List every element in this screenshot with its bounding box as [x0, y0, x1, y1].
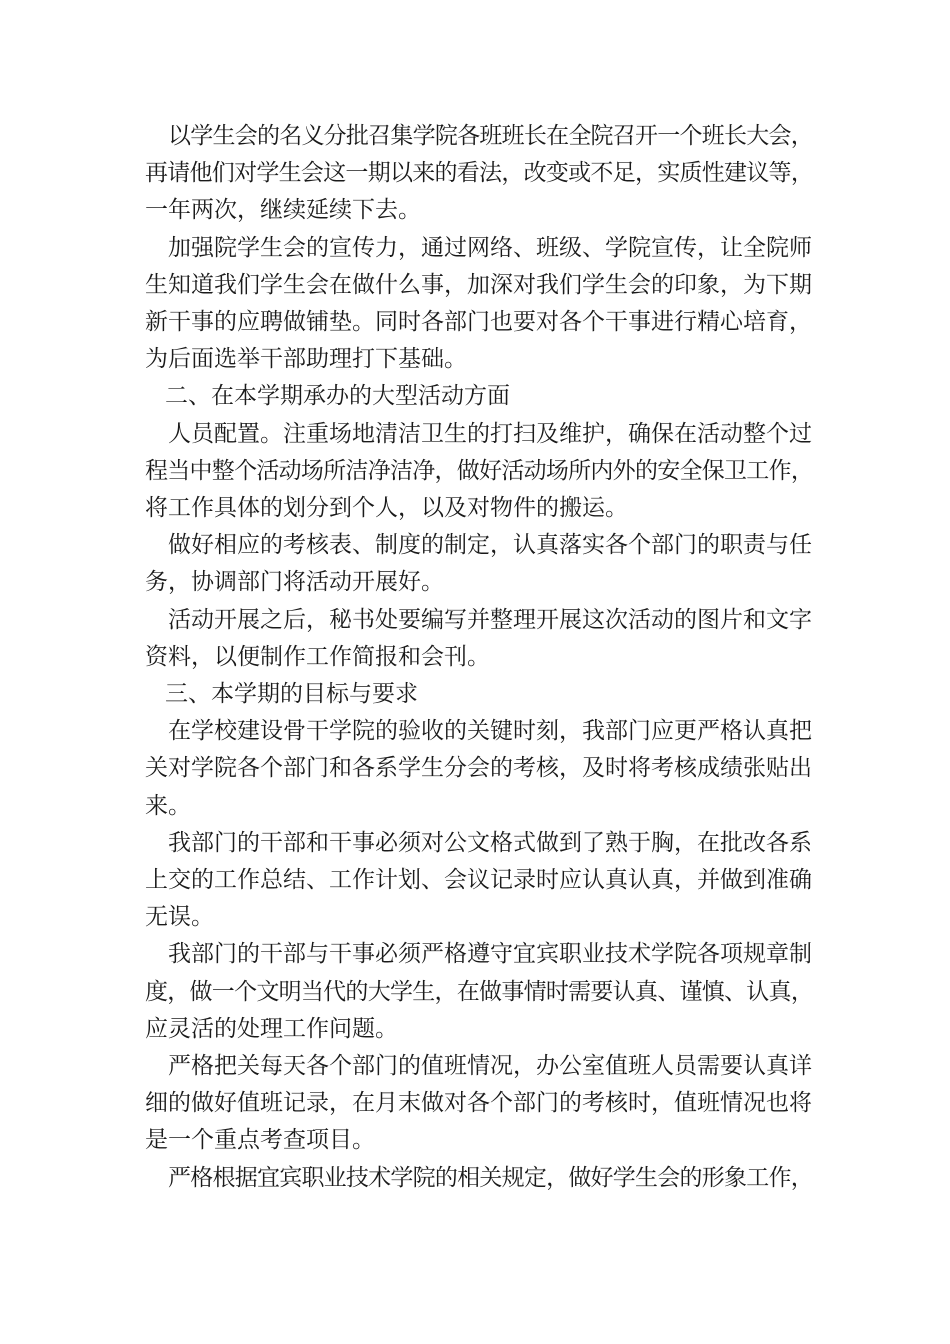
text-line: 严格根据宜宾职业技术学院的相关规定，做好学生会的形象工作， — [168, 1164, 813, 1191]
heading-text: 二、在本学期承办的大型活动方面 — [165, 383, 510, 410]
text-line: 一年两次，继续延续下去。 — [145, 197, 421, 224]
text-line: 为后面选举干部助理打下基础。 — [145, 346, 467, 373]
text-line: 务，协调部门将活动开展好。 — [145, 569, 444, 596]
paragraph — [145, 118, 813, 230]
text-line: 严格把关每天各个部门的值班情况，办公室值班人员需要认真详 — [168, 1053, 812, 1080]
text-line: 度，做一个文明当代的大学生，在做事情时需要认真、谨慎、认真， — [145, 978, 814, 1005]
paragraph — [145, 602, 813, 676]
text-line: 我部门的干部与干事必须严格遵守宜宾职业技术学院各项规章制 — [168, 941, 812, 968]
section-heading — [145, 676, 813, 713]
text-line: 活动开展之后，秘书处要编写并整理开展这次活动的图片和文字 — [168, 606, 812, 633]
text-line: 以学生会的名义分批召集学院各班班长在全院召开一个班长大会， — [168, 123, 813, 149]
text-line: 我部门的干部和干事必须对公文格式做到了熟于胸，在批改各系 — [168, 829, 812, 856]
text-line: 将工作具体的划分到个人，以及对物件的搬运。 — [145, 495, 628, 522]
text-line: 生知道我们学生会在做什么事，加深对我们学生会的印象，为下期 — [145, 271, 812, 298]
text-line: 加强院学生会的宣传力，通过网络、班级、学院宣传，让全院师 — [168, 234, 812, 261]
paragraph — [145, 230, 813, 379]
text-line: 资料，以便制作工作简报和会刊。 — [145, 643, 490, 670]
text-line: 关对学院各个部门和各系学生分会的考核，及时将考核成绩张贴出 — [145, 755, 812, 782]
section-heading — [145, 378, 813, 415]
paragraph — [145, 1160, 813, 1197]
paragraph — [145, 416, 813, 528]
paragraph — [145, 527, 813, 601]
text-line: 人员配置。注重场地清洁卫生的打扫及维护，确保在活动整个过 — [168, 420, 812, 447]
text-line: 应灵活的处理工作问题。 — [145, 1015, 398, 1042]
text-line: 来。 — [145, 792, 191, 819]
text-line: 新干事的应聘做铺垫。同时各部门也要对各个干事进行精心培育， — [145, 309, 812, 336]
heading-text: 三、本学期的目标与要求 — [165, 681, 418, 708]
text-line: 做好相应的考核表、制度的制定，认真落实各个部门的职责与任 — [168, 532, 812, 559]
text-line: 再请他们对学生会这一期以来的看法，改变或不足，实质性建议等， — [145, 160, 814, 187]
text-line: 程当中整个活动场所洁净洁净，做好活动场所内外的安全保卫工作， — [145, 457, 814, 484]
document-body — [145, 118, 813, 1197]
paragraph — [145, 1048, 813, 1160]
text-line: 上交的工作总结、工作计划、会议记录时应认真认真，并做到准确 — [145, 867, 812, 894]
text-line: 是一个重点考查项目。 — [145, 1127, 375, 1154]
text-line: 无误。 — [145, 904, 214, 931]
text-line: 在学校建设骨干学院的验收的关键时刻，我部门应更严格认真把 — [168, 718, 812, 745]
text-line: 细的做好值班记录，在月末做对各个部门的考核时，值班情况也将 — [145, 1090, 812, 1117]
paragraph — [145, 825, 813, 937]
paragraph — [145, 936, 813, 1048]
paragraph — [145, 713, 813, 825]
